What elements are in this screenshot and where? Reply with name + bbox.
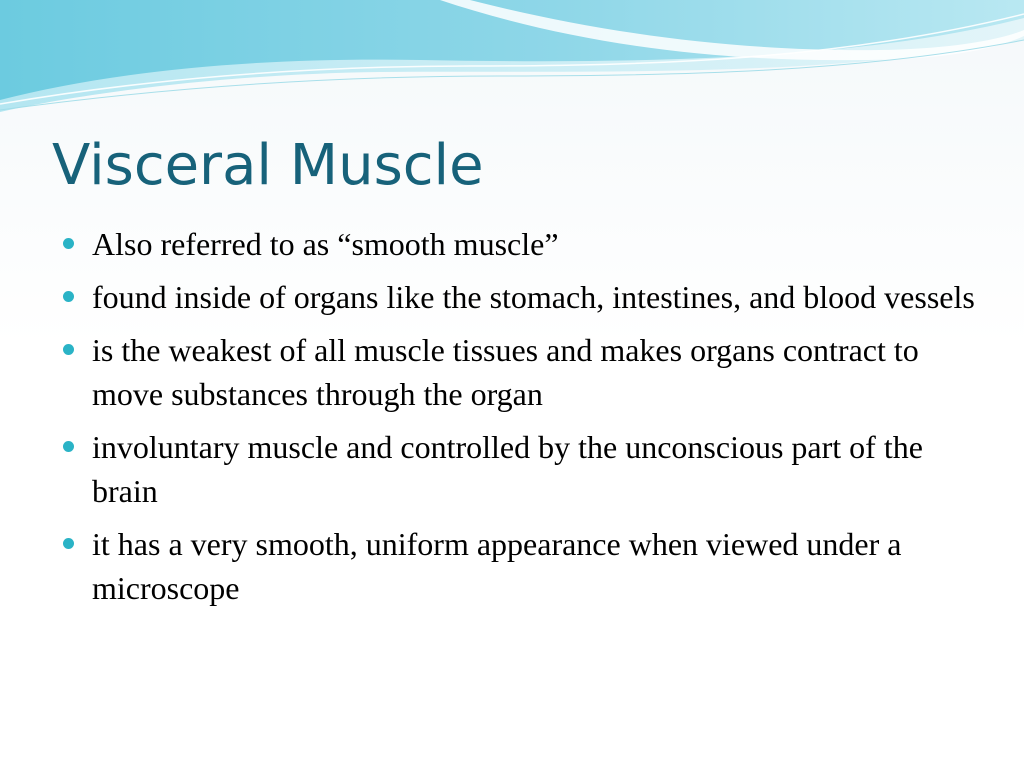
bullet-item	[62, 222, 982, 266]
bullet-text: it has a very smooth, uniform appearance when viewed under a microscope	[92, 526, 902, 606]
header-wave-decoration	[0, 0, 1024, 120]
bullet-text: found inside of organs like the stomach, intestines, and blood vessels	[92, 279, 975, 315]
bullet-list	[62, 222, 982, 619]
slide-title: Visceral Muscle	[52, 133, 484, 198]
bullet-text: Also referred to as “smooth muscle”	[92, 226, 559, 262]
bullet-text: involuntary muscle and controlled by the unconscious part of the brain	[92, 429, 923, 509]
bullet-item	[62, 328, 982, 416]
bullet-item	[62, 425, 982, 513]
bullet-dot-icon	[63, 291, 74, 302]
bullet-item	[62, 522, 982, 610]
bullet-dot-icon	[63, 344, 74, 355]
bullet-dot-icon	[63, 238, 74, 249]
bullet-dot-icon	[63, 441, 74, 452]
bullet-dot-icon	[63, 538, 74, 549]
bullet-item	[62, 275, 982, 319]
bullet-text: is the weakest of all muscle tissues and makes organs contract to move substances through the organ	[92, 332, 919, 412]
